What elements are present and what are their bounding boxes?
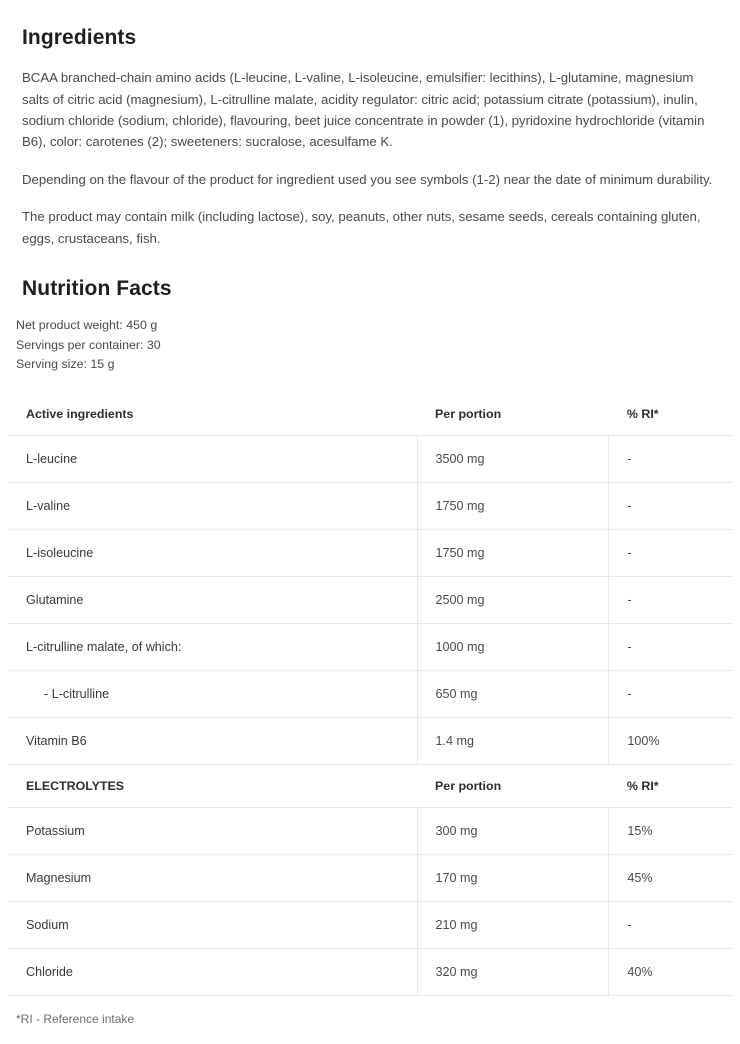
ingredients-paragraph: BCAA branched-chain amino acids (L-leucine, L-valine, L-isoleucine, emulsifier: lecithins), L-glutamine, magnesium salts of citric acid (magnesium), L-citrulline malate, acidity regulator: citric acid; potassium citrate (potassium), inulin, sodium chloride (sodium, chloride), flavouring, beet juice concentrate in powder (1), pyridoxine hydrochloride (vitamin B6), color: carotenes (2); sweeteners: sucralose, acesulfame K.: [22, 70, 705, 150]
row-portion: 1750 mg: [417, 530, 609, 577]
net-weight: Net product weight: 450 g: [16, 318, 158, 333]
row-name: Glutamine: [8, 577, 417, 624]
servings-per-container: Servings per container: 30: [16, 337, 161, 352]
row-portion: 210 mg: [417, 902, 609, 949]
table-row: [8, 671, 732, 718]
col-header-active-ingredients: Active ingredients: [8, 393, 417, 436]
row-ri: -: [609, 902, 732, 949]
table-header-row: [8, 393, 732, 436]
col-header-per-portion-electrolytes: Per portion: [417, 765, 609, 808]
row-ri: -: [609, 624, 732, 671]
col-header-per-portion: Per portion: [417, 393, 609, 436]
table-row: [8, 436, 732, 483]
row-portion: 300 mg: [417, 808, 609, 855]
col-header-ri-electrolytes: % RI*: [609, 765, 732, 808]
row-ri: -: [609, 530, 732, 577]
row-name: - L-citrulline: [8, 671, 417, 718]
electrolytes-body: [8, 808, 732, 996]
nutrition-facts-title: Nutrition Facts: [22, 276, 172, 300]
ingredients-title: Ingredients: [22, 26, 137, 49]
ingredients-text-block: [8, 67, 732, 249]
ingredients-symbols-note: Depending on the flavour of the product for ingredient used you see symbols (1-2) near the date of minimum durability.: [22, 171, 713, 187]
row-ri: 15%: [609, 808, 732, 855]
electrolytes-header-row: [8, 765, 732, 808]
row-ri: 100%: [609, 718, 732, 765]
table-row: [8, 624, 732, 671]
row-ri: -: [609, 577, 732, 624]
row-portion: 3500 mg: [417, 436, 609, 483]
table-row: [8, 808, 732, 855]
row-name: Chloride: [8, 949, 417, 996]
col-header-ri: % RI*: [609, 393, 732, 436]
row-name: L-valine: [8, 483, 417, 530]
table-row: [8, 530, 732, 577]
col-header-electrolytes: ELECTROLYTES: [8, 765, 417, 808]
row-ri: -: [609, 671, 732, 718]
row-ri: -: [609, 436, 732, 483]
allergen-note: The product may contain milk (including lactose), soy, peanuts, other nuts, sesame seeds, cereals containing gluten, eggs, crustaceans, fish.: [22, 209, 701, 246]
row-name: Magnesium: [8, 855, 417, 902]
row-portion: 2500 mg: [417, 577, 609, 624]
row-name: Sodium: [8, 902, 417, 949]
table-row: [8, 949, 732, 996]
table-row: [8, 855, 732, 902]
row-ri: 45%: [609, 855, 732, 902]
row-portion: 1750 mg: [417, 483, 609, 530]
nutrition-table: [8, 393, 732, 996]
table-row: [8, 902, 732, 949]
row-portion: 1000 mg: [417, 624, 609, 671]
row-portion: 650 mg: [417, 671, 609, 718]
nutrition-meta: [8, 316, 732, 375]
row-name: Potassium: [8, 808, 417, 855]
table-row: [8, 577, 732, 624]
row-name: L-leucine: [8, 436, 417, 483]
ri-footnote: *RI - Reference intake: [16, 1012, 135, 1026]
table-row: [8, 483, 732, 530]
row-portion: 320 mg: [417, 949, 609, 996]
row-name: Vitamin B6: [8, 718, 417, 765]
row-name: L-citrulline malate, of which:: [8, 624, 417, 671]
active-ingredients-body: [8, 436, 732, 765]
serving-size: Serving size: 15 g: [16, 357, 115, 372]
row-name: L-isoleucine: [8, 530, 417, 577]
row-portion: 170 mg: [417, 855, 609, 902]
row-ri: -: [609, 483, 732, 530]
row-ri: 40%: [609, 949, 732, 996]
row-portion: 1.4 mg: [417, 718, 609, 765]
table-row: [8, 718, 732, 765]
